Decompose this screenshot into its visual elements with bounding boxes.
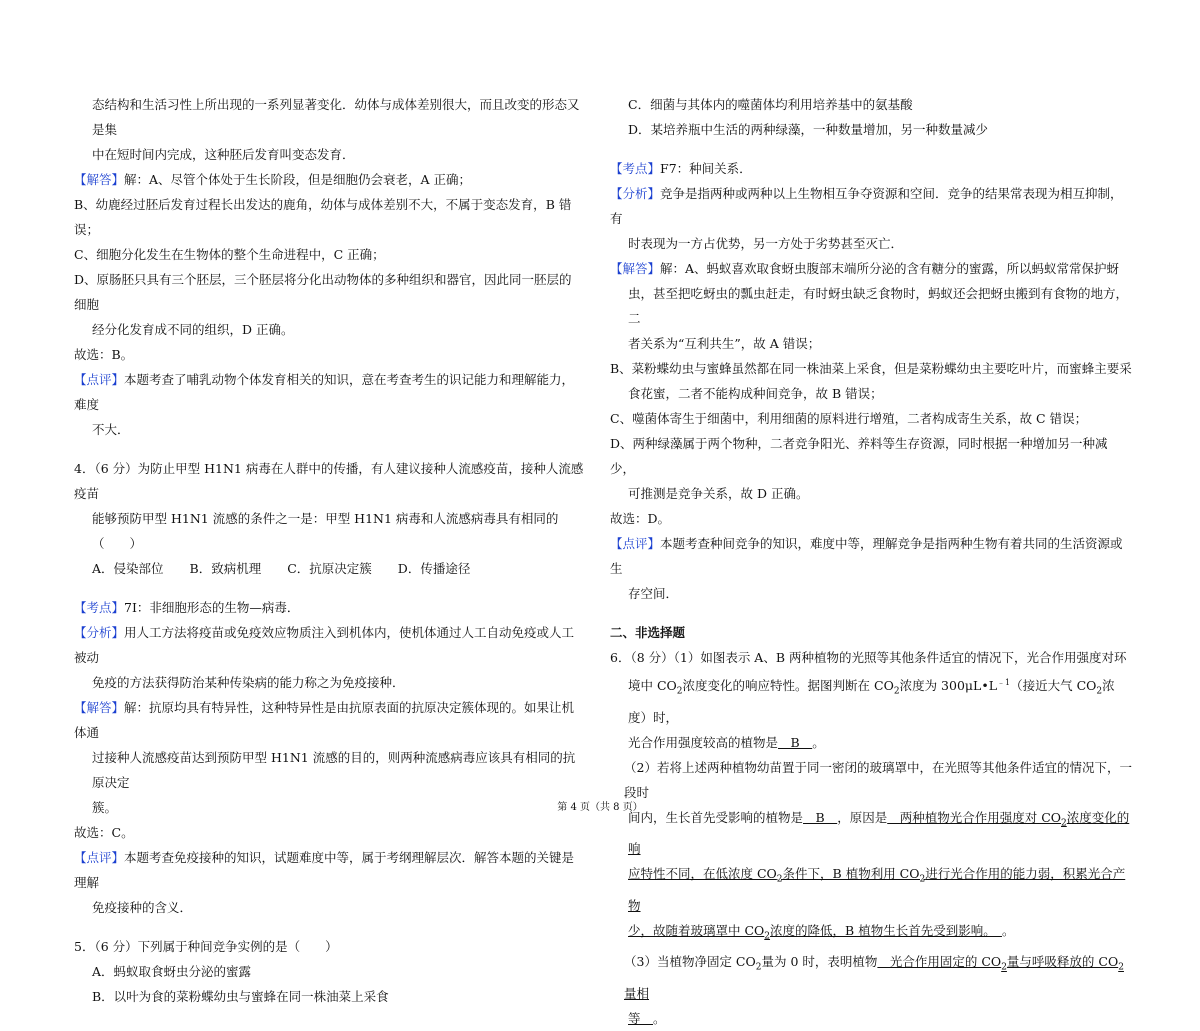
answer-blank: B: [803, 809, 838, 825]
text-line: 免疫接种的含义．: [92, 900, 193, 915]
knowledge-tag: 【考点】: [74, 600, 125, 615]
option-b: B．致病机理: [189, 561, 262, 576]
text-line: 解：抗原均具有特异性，这种特异性是由抗原表面的抗原决定簇体现的。如果让机体通: [74, 700, 575, 740]
text-line: 间内，生长首先受影响的植物是 B ，原因是 两种植物光合作用强度对 $CO_2$浓度变化的响: [628, 809, 1130, 857]
text-line: 7I：非细胞形态的生物—病毒．: [124, 600, 300, 615]
text-line: （2）若将上述两种植物幼苗置于同一密闭的玻璃罩中，在光照等其他条件适宜的情况下，一段时: [624, 759, 1132, 800]
text-line: 不大．: [92, 422, 130, 437]
text-line: 食花蜜，二者不能构成种间竞争，故 B 错误；: [628, 386, 883, 401]
text-line: 时表现为一方占优势，另一方处于劣势甚至灭亡．: [628, 236, 904, 251]
question-5: 5．（6 分）下列属于种间竞争实例的是（ ）: [74, 939, 338, 954]
text-line: 解：A、蚂蚁喜欢取食蚜虫腹部末端所分泌的含有糖分的蜜露，所以蚂蚁常常保护蚜: [660, 261, 1120, 276]
text-line: 免疫的方法获得防治某种传染病的能力称之为免疫接种．: [92, 675, 405, 690]
option-c: C．细菌与其体内的噬菌体均利用培养基中的氨基酸: [628, 97, 913, 112]
option-d: D．某培养瓶中生活的两种绿藻，一种数量增加，另一种数量减少: [628, 122, 989, 137]
analysis-tag: 【分析】: [610, 186, 661, 201]
text-line: 者关系为“互利共生”，故 A 错误；: [628, 336, 821, 351]
text-line: 本题考查种间竞争的知识，难度中等，理解竞争是指两种生物有着共同的生活资源或生: [610, 536, 1123, 576]
option-a: A．侵染部位: [92, 561, 164, 576]
text-line: D、两种绿藻属于两个物种，二者竞争阳光、养料等生存资源，同时根据一种增加另一种减少，: [610, 436, 1108, 476]
analysis-tag: 【分析】: [74, 625, 125, 640]
text-line: 本题考查了哺乳动物个体发育相关的知识，意在考查考生的识记能力和理解能力，难度: [74, 372, 575, 412]
text-line: 少，故随着玻璃罩中 $CO_2$浓度的降低，B 植物生长首先受到影响。 。: [628, 922, 1015, 942]
question-4-options: [74, 556, 584, 581]
text-line: 光合作用强度较高的植物是 B 。: [628, 734, 825, 750]
answer-tag: 【解答】: [74, 700, 125, 715]
option-a: A．蚂蚁取食蚜虫分泌的蜜露: [92, 964, 252, 979]
text-line: 等 。: [628, 1010, 666, 1026]
choice-line: 故选：C。: [74, 825, 134, 840]
text-line: 本题考查免疫接种的知识，试题难度中等，属于考纲理解层次．解答本题的关键是理解: [74, 850, 575, 890]
text-line: 竞争是指两种或两种以上生物相互争夺资源和空间．竞争的结果常表现为相互抑制，有: [610, 186, 1123, 226]
text-line: F7：种间关系．: [660, 161, 752, 176]
answer-blank: B: [778, 734, 813, 750]
text-line: 用人工方法将疫苗或免疫效应物质注入到机体内，使机体通过人工自动免疫或人工被动: [74, 625, 575, 665]
text-line: C、细胞分化发生在生物体的整个生命进程中，C 正确；: [74, 247, 385, 262]
text-line: 应特性不同，在低浓度 $CO_2$条件下，B 植物利用 $CO_2$进行光合作用的能力弱，积累光合产物: [628, 866, 1126, 913]
text-line: 存空间．: [628, 586, 679, 601]
question-4: 4．（6 分）为防止甲型 H1N1 病毒在人群中的传播，有人建议接种人流感疫苗，接种人流感疫苗: [74, 461, 584, 501]
option-c: C．抗原决定簇: [287, 561, 372, 576]
option-d: D．传播途径: [397, 561, 471, 576]
review-tag: 【点评】: [74, 372, 125, 387]
choice-line: 故选：D。: [610, 511, 671, 526]
text-line: 虫，甚至把吃蚜虫的瓢虫赶走，有时蚜虫缺乏食物时，蚂蚁还会把蚜虫搬到有食物的地方，二: [628, 286, 1129, 326]
section-heading: 二、非选择题: [610, 625, 686, 640]
question-6: 6．（8 分）（1）如图表示 A、B 两种植物的光照等其他条件适宜的情况下，光合作用强度对环: [610, 650, 1127, 665]
text-line: 过接种人流感疫苗达到预防甲型 H1N1 流感的目的，则两种流感病毒应该具有相同的抗原决定: [92, 750, 576, 790]
text-line: （3）当植物净固定 $CO_2$量为 0 时，表明植物 光合作用固定的 $CO_2$量与呼吸释放的 $CO_2$量相: [624, 954, 1124, 1001]
right-column: [610, 92, 1132, 1031]
left-column: [74, 92, 584, 1009]
text-line: B、菜粉蝶幼虫与蜜蜂虽然都在同一株油菜上采食，但是菜粉蝶幼虫主要吃叶片，而蜜蜂主要采: [610, 361, 1132, 376]
text-line: D、原肠胚只具有三个胚层，三个胚层将分化出动物体的多种组织和器官，因此同一胚层的细胞: [74, 272, 572, 312]
text-line: 态结构和生活习性上所出现的一系列显著变化．幼体与成体差别很大，而且改变的形态又是集: [92, 97, 580, 137]
text-line: C、噬菌体寄生于细菌中，利用细菌的原料进行增殖，二者构成寄生关系，故 C 错误；: [610, 411, 1088, 426]
text-line: B、幼鹿经过胚后发育过程长出发达的鹿角，幼体与成体差别不大，不属于变态发育，B 错误；: [74, 197, 572, 237]
knowledge-tag: 【考点】: [610, 161, 661, 176]
review-tag: 【点评】: [610, 536, 661, 551]
page-footer: 第 4 页（共 8 页）: [557, 802, 643, 813]
answer-tag: 【解答】: [610, 261, 661, 276]
review-tag: 【点评】: [74, 850, 125, 865]
text-line: 经分化发育成不同的组织，D 正确。: [92, 322, 294, 337]
text-line: 境中 $CO_2$浓度变化的响应特性。据图判断在 $CO_2$浓度为 $300\mu L•L^{﹣1}$（接近大气 $CO_2$浓度）时，: [628, 678, 1115, 725]
choice-line: 故选：B。: [74, 347, 134, 362]
text-line: 可推测是竞争关系，故 D 正确。: [628, 486, 809, 501]
option-b: B．以叶为食的菜粉蝶幼虫与蜜蜂在同一株油菜上采食: [92, 989, 389, 1004]
text-line: 解：A、尽管个体处于生长阶段，但是细胞仍会衰老，A 正确；: [124, 172, 472, 187]
text-line: 能够预防甲型 H1N1 流感的条件之一是：甲型 H1N1 病毒和人流感病毒具有相同的（ ）: [92, 511, 559, 551]
text-line: 中在短时间内完成，这种胚后发育叫变态发育．: [92, 147, 355, 162]
text-line: 簇。: [92, 800, 118, 815]
answer-tag: 【解答】: [74, 172, 125, 187]
